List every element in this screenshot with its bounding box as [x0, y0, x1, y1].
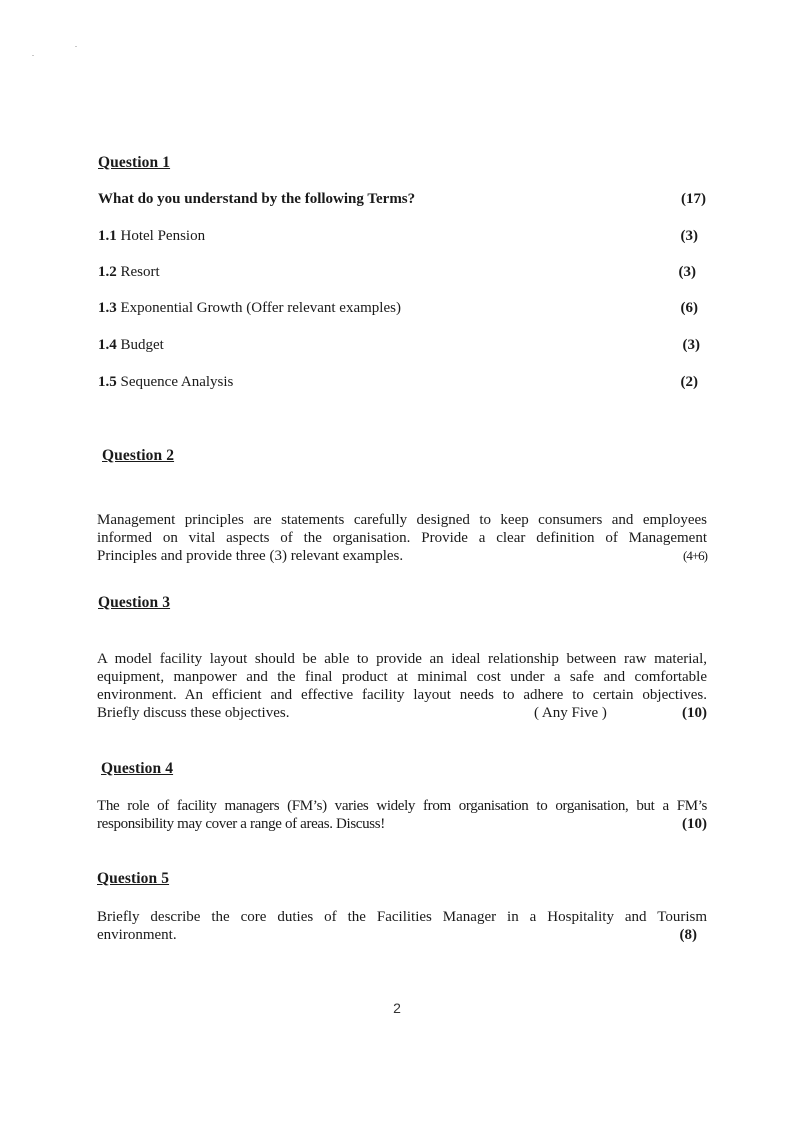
question-1-total-marks: (17) [681, 191, 706, 207]
item-marks: (3) [678, 264, 696, 280]
question-5-marks: (8) [679, 927, 697, 943]
question-1-item [98, 298, 708, 318]
item-text: Resort [116, 264, 160, 280]
item-text: Sequence Analysis [116, 374, 234, 390]
item-marks: (2) [680, 374, 698, 390]
question-3-body [97, 650, 707, 722]
question-3-note: ( Any Five ) [534, 705, 607, 721]
question-3-line: A model facility layout should be able to provide an ideal relationship between raw material, [97, 651, 707, 667]
question-2-line-last [97, 547, 707, 565]
question-2-heading: Question 2 [102, 447, 175, 464]
question-5-line: environment. [97, 927, 177, 943]
item-text: Hotel Pension [116, 228, 206, 244]
question-1-item [98, 226, 708, 246]
question-2-body [97, 511, 707, 565]
question-4-line: responsibility may cover a range of areas. Discuss! [97, 816, 385, 832]
scan-artifact [75, 46, 77, 47]
item-text: Budget [116, 337, 164, 353]
item-number: 1.1 [98, 228, 117, 244]
item-number: 1.2 [98, 264, 117, 280]
question-2-marks: (4+6) [683, 548, 707, 563]
page-number: 2 [393, 1000, 401, 1016]
question-3-line: environment. An efficient and effective facility layout needs to adhere to certain objectives. [97, 687, 707, 703]
question-1-item [98, 262, 708, 282]
question-3-line: Briefly discuss these objectives. [97, 705, 290, 721]
question-3-marks: (10) [682, 705, 707, 721]
item-number: 1.5 [98, 374, 117, 390]
question-4-marks: (10) [682, 816, 707, 832]
question-3-heading: Question 3 [98, 594, 171, 611]
question-1-item [98, 335, 708, 355]
question-5-line-last [97, 926, 707, 944]
item-number: 1.4 [98, 337, 117, 353]
question-1-heading: Question 1 [98, 154, 171, 171]
question-2-line: Management principles are statements carefully designed to keep consumers and employees [97, 512, 707, 528]
item-text: Exponential Growth (Offer relevant examples) [116, 300, 401, 316]
item-number: 1.3 [98, 300, 117, 316]
question-2-line: Principles and provide three (3) relevant examples. [97, 548, 404, 564]
question-3-line: equipment, manpower and the final product at minimal cost under a safe and comfortable [97, 669, 707, 685]
item-marks: (3) [682, 337, 700, 353]
item-marks: (3) [680, 228, 698, 244]
scan-artifact [32, 55, 34, 56]
question-4-heading: Question 4 [101, 760, 174, 777]
question-5-line: Briefly describe the core duties of the Facilities Manager in a Hospitality and Tourism [97, 909, 707, 925]
question-4-line-last [97, 815, 707, 833]
question-1-prompt: What do you understand by the following Terms? [98, 191, 416, 207]
question-4-body [97, 797, 707, 833]
question-1-prompt-row [98, 189, 708, 209]
question-1-item [98, 372, 708, 392]
question-2-line: informed on vital aspects of the organisation. Provide a clear definition of Management [97, 530, 707, 546]
question-4-line: The role of facility managers (FM’s) varies widely from organisation to organisation, but a FM’s [97, 798, 707, 814]
question-5-body [97, 908, 707, 944]
question-5-heading: Question 5 [97, 870, 170, 887]
question-3-line-last [97, 704, 707, 722]
item-marks: (6) [680, 300, 698, 316]
